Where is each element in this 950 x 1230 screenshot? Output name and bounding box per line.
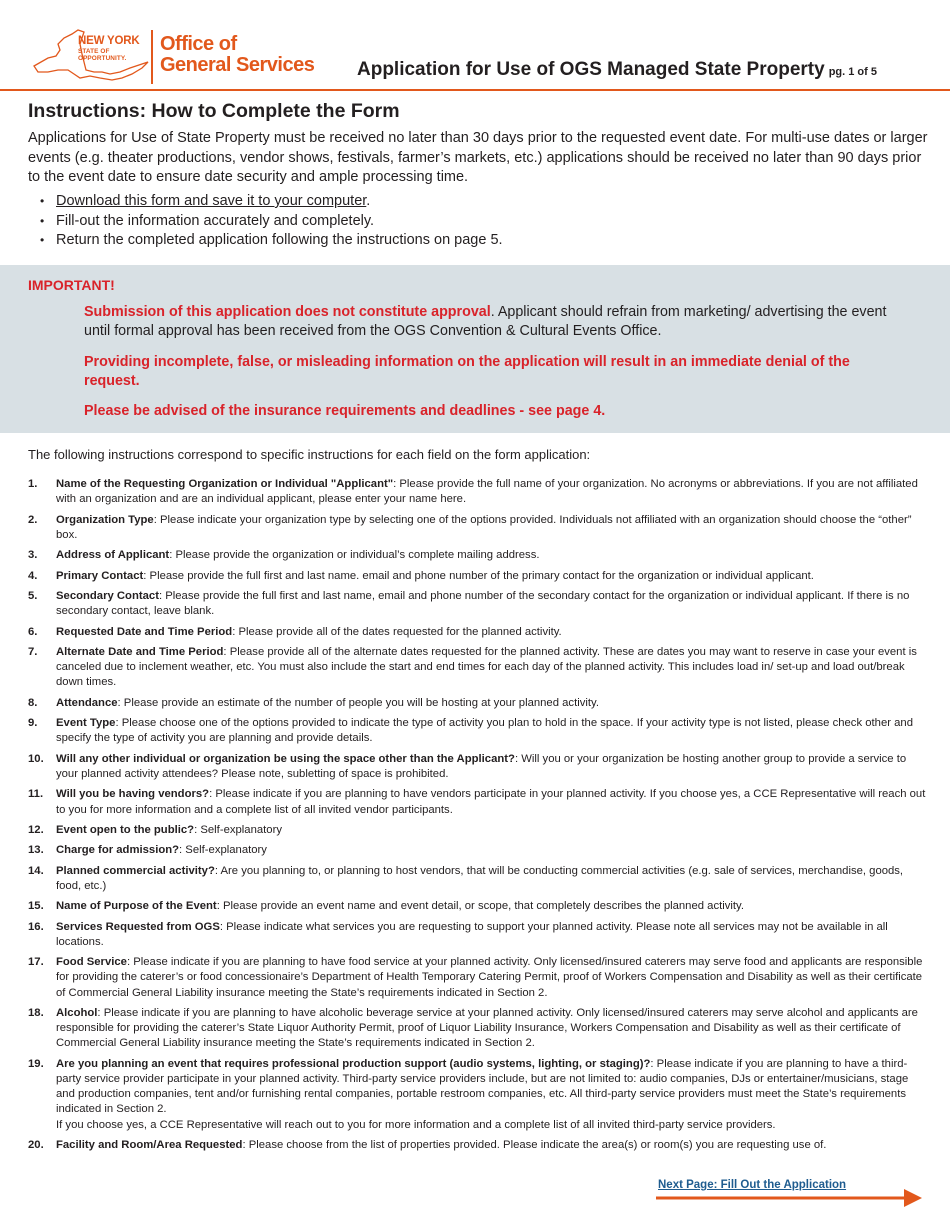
intro-bullets xyxy=(40,192,503,251)
instruction-text: : Please provide all of the alternate dates requested for the planned activity. These are dates you may want to reserve in case your event is canceled due to inclement weather, etc. You must also include the start and end times for each day of the planned activity. This includes load in/ set-up and load out/break down times. xyxy=(56,645,917,689)
instruction-title: Charge for admission? xyxy=(56,844,180,857)
instruction-title: Will you be having vendors? xyxy=(56,788,210,801)
state-name: NEW YORK xyxy=(78,35,140,47)
instruction-text: : Please indicate if you are planning to have food service at your planned activity. Only licensed/insured caterers may serve food and applicants are responsible for providing the caterer’s or food concessionaire’s Department of Health Temporary Catering Permit, proof of Workers Compensation and Disability as well as their certificate of Commercial General Liability insurance meeting the State’s requirements indicated in Section 2. xyxy=(56,956,923,999)
instruction-number: 1. xyxy=(28,478,38,490)
instruction-title: Secondary Contact xyxy=(56,589,159,602)
instruction-number: 17. xyxy=(28,956,44,969)
office-name xyxy=(160,34,314,76)
instruction-number: 3. xyxy=(28,549,38,562)
next-page-link[interactable]: Next Page: Fill Out the Application xyxy=(658,1179,847,1191)
instruction-item xyxy=(28,1006,928,1052)
instruction-text: : Please indicate what services you are requesting to support your planned activity. Please note all services may not be available in all locations. xyxy=(56,920,888,948)
instruction-title: Address of Applicant xyxy=(56,549,170,562)
important-title: IMPORTANT! xyxy=(28,277,115,293)
instruction-title: Name of the Requesting Organization or Individual "Applicant" xyxy=(56,478,394,490)
important-approval xyxy=(84,303,904,341)
instruction-number: 19. xyxy=(28,1057,44,1070)
download-suffix: . xyxy=(366,193,371,209)
instruction-title: Organization Type xyxy=(56,513,154,526)
instruction-title: Name of Purpose of the Event xyxy=(56,900,217,913)
field-instructions xyxy=(28,477,928,1158)
instruction-title: Primary Contact xyxy=(56,569,144,582)
ny-state-logo xyxy=(78,36,139,62)
instruction-title: Facility and Room/Area Requested xyxy=(56,1139,243,1152)
instruction-title: Food Service xyxy=(56,956,127,969)
approval-warning: Submission of this application does not constitute approval xyxy=(84,304,491,320)
instruction-title: Are you planning an event that requires professional production support (audio systems, lighting, or staging)? xyxy=(56,1057,651,1070)
instruction-number: 6. xyxy=(28,625,38,638)
instruction-item xyxy=(28,477,928,507)
instruction-item xyxy=(28,548,928,563)
instruction-text: : Please choose from the list of properties provided. Please indicate the area(s) or room(s) you are requesting use of. xyxy=(242,1139,827,1152)
instruction-number: 12. xyxy=(28,823,44,836)
instruction-item xyxy=(28,920,928,950)
instruction-item xyxy=(28,787,928,817)
instruction-number: 11. xyxy=(28,788,44,801)
instruction-item xyxy=(28,843,928,858)
instruction-item xyxy=(28,752,928,782)
instruction-item xyxy=(28,823,928,838)
bullet-return: • Return the completed application following the instructions on page 5. xyxy=(40,231,503,251)
instruction-number: 9. xyxy=(28,717,38,730)
instruction-title: Alternate Date and Time Period xyxy=(56,645,224,658)
instruction-number: 10. xyxy=(28,752,44,765)
instruction-number: 20. xyxy=(28,1139,44,1152)
instruction-text: : Please choose one of the options provided to indicate the type of activity you plan to hold in the space. If your activity type is not listed, please check other and specify the type of activity you are planning and provide details. xyxy=(56,717,913,745)
instruction-number: 16. xyxy=(28,920,44,933)
instruction-text: : Please indicate if you are planning to have a third-party service provider participate in your planned activity. Third-party service providers include, but are not limited to: audio companies, DJs or entertainer/musicians, stage and production companies, tent and/or furnishing rental companies, portable restroom companies, etc. All third-party service providers must meet the State’s requirements indicated in Section 2. xyxy=(56,1057,909,1116)
instruction-title: Event Type xyxy=(56,717,116,730)
instruction-number: 4. xyxy=(28,569,38,582)
state-tagline-1: STATE OF xyxy=(78,47,110,55)
instruction-text: : Self-explanatory xyxy=(194,823,282,836)
instruction-text: : Please provide all of the dates requested for the planned activity. xyxy=(232,625,562,638)
office-name-line1: Office of xyxy=(160,33,237,55)
instruction-item xyxy=(28,1138,928,1153)
document-title xyxy=(357,59,877,81)
document-title-text: Application for Use of OGS Managed State Property xyxy=(357,59,825,80)
instruction-title: Requested Date and Time Period xyxy=(56,625,233,638)
instruction-text: : Please provide the full name of your organization. No acronyms or abbreviations. If you are not affiliated with an organization and are an individual applicant, please enter your name here. xyxy=(56,478,918,506)
instruction-title: Attendance xyxy=(56,696,118,709)
instruction-number: 18. xyxy=(28,1007,44,1020)
instruction-item xyxy=(28,513,928,543)
instruction-number: 15. xyxy=(28,900,44,913)
instruction-number: 13. xyxy=(28,844,44,857)
instruction-title: Will any other individual or organization be using the space other than the Applicant? xyxy=(56,752,515,765)
instruction-item xyxy=(28,955,928,1001)
header-rule xyxy=(0,89,950,91)
state-tagline-2: OPPORTUNITY. xyxy=(78,54,127,62)
instructions-lead: The following instructions correspond to specific instructions for each field on the form application: xyxy=(28,447,591,462)
instruction-item xyxy=(28,589,928,619)
instruction-text: : Please provide an estimate of the number of people you will be hosting at your planned activity. xyxy=(117,696,599,709)
instruction-text: : Please indicate your organization type by selecting one of the options provided. Individuals not affiliated with an organization should choose the “other” box. xyxy=(56,513,912,541)
intro-paragraph: Applications for Use of State Property must be received no later than 30 days prior to the requested event date. For multi-use dates or larger events (e.g. theater productions, vendor shows, festivals, farmer’s markets, etc.) applications should be received no later than 90 days prior to the event date to ensure date security and ample processing time. xyxy=(28,130,928,185)
bullet-fill-out: • Fill-out the information accurately and completely. xyxy=(40,212,503,232)
instruction-extra: If you choose yes, a CCE Representative will reach out to you for more information and a complete list of all invited third-party service providers. xyxy=(56,1118,776,1131)
section-title: Instructions: How to Complete the Form xyxy=(28,100,400,122)
instruction-text: : Please provide the organization or individual’s complete mailing address. xyxy=(169,549,540,562)
arrow-right-icon[interactable] xyxy=(656,1187,924,1209)
instruction-title: Planned commercial activity? xyxy=(56,864,215,877)
logo-divider xyxy=(151,30,153,84)
instruction-title: Alcohol xyxy=(56,1007,98,1020)
instruction-item xyxy=(28,696,928,711)
instruction-item xyxy=(28,716,928,746)
instruction-number: 5. xyxy=(28,589,38,602)
instruction-title: Event open to the public? xyxy=(56,823,195,836)
page-indicator: pg. 1 of 5 xyxy=(828,66,877,78)
instruction-text: : Are you planning to, or planning to host vendors, that will be conducting commercial activities (e.g. sale of services, merchandise, goods, food, etc.) xyxy=(56,864,904,892)
instruction-item xyxy=(28,864,928,894)
instruction-number: 7. xyxy=(28,645,38,658)
instruction-item xyxy=(28,645,928,691)
important-denial: Providing incomplete, false, or misleading information on the application will result in an immediate denial of the request. xyxy=(84,354,850,389)
important-notice xyxy=(0,265,950,433)
instruction-text: : Please provide the full first and last name, email and phone number of the secondary contact for the organization or individual applicant. If there is no secondary contact, leave blank. xyxy=(56,589,910,618)
office-name-line2: General Services xyxy=(160,54,315,76)
instruction-text: : Please indicate if you are planning to have vendors participate in your planned activity. If you choose yes, a CCE Representative will reach out to you for more information and a complete list of all invited vendor participants. xyxy=(56,788,926,816)
instruction-item xyxy=(28,625,928,640)
instruction-item xyxy=(28,1057,928,1133)
page-header xyxy=(0,0,950,95)
instruction-item xyxy=(28,569,928,584)
instruction-number: 14. xyxy=(28,864,44,877)
important-insurance: Please be advised of the insurance requirements and deadlines - see page 4. xyxy=(84,403,606,419)
instruction-text: : Please provide an event name and event detail, or scope, that completely describes the planned activity. xyxy=(216,900,744,913)
instruction-text: : Please indicate if you are planning to have alcoholic beverage service at your planned activity. Only licensed/insured caterers may serve alcohol and applicants are responsible for providing the caterer’s State Liquor Authority Permit, proof of Liquor Liability Insurance, Workers Compensation and Disability as well as their certificate of Commercial General Liability insurance meeting the State’s requirements indicated in Section 2. xyxy=(56,1007,918,1050)
instruction-number: 8. xyxy=(28,696,38,709)
approval-detail: . Applicant should refrain from marketing/ advertising the event until formal approval has been received from the OGS Convention & Cultural Events Office. xyxy=(84,304,887,339)
instruction-text: : Self-explanatory xyxy=(179,844,267,857)
instruction-title: Services Requested from OGS xyxy=(56,920,220,933)
instruction-text: : Please provide the full first and last name. email and phone number of the primary contact for the organization or individual applicant. xyxy=(143,569,814,582)
instruction-number: 2. xyxy=(28,513,38,526)
instruction-text: : Will you or your organization be hosting another group to provide a service to your planned activity attendees? Please note, subletting of space is prohibited. xyxy=(56,752,907,780)
download-form-link[interactable]: Download this form and save it to your computer xyxy=(56,193,367,209)
instruction-item xyxy=(28,899,928,914)
bullet-download xyxy=(40,192,503,212)
